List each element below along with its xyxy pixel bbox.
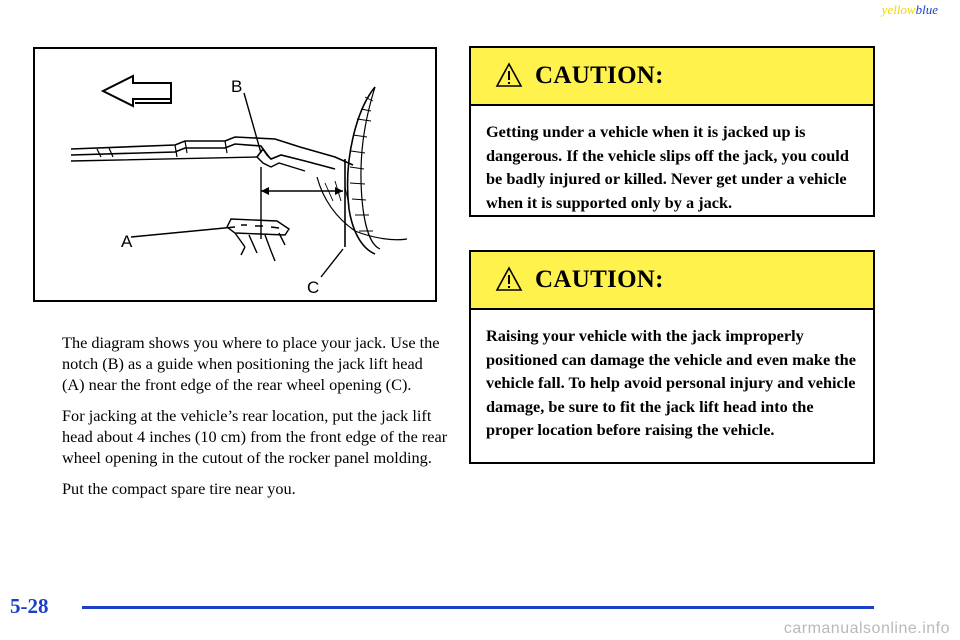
- color-tag: [882, 2, 938, 18]
- leader-c: [321, 249, 343, 277]
- warning-triangle-icon: [495, 62, 523, 88]
- page-footer: [0, 590, 960, 637]
- color-tag-yellow: yellow: [881, 2, 916, 17]
- rocker-panel: [71, 137, 353, 165]
- caution-box-jacked-vehicle: [469, 46, 875, 217]
- callout-c: C: [307, 278, 320, 297]
- watermark: carmanualsonline.info: [783, 620, 950, 637]
- jack-lift-head: [227, 219, 289, 261]
- leader-a: [131, 227, 235, 237]
- callout-b: B: [231, 77, 243, 96]
- caution-message: Raising your vehicle with the jack improperly positioned can damage the vehicle and even make the vehicle fall. To help avoid personal injury and vehicle damage, be sure to fit the jack lift head into the proper location before raising the vehicle.: [486, 326, 856, 439]
- jack-instructions: [62, 332, 448, 509]
- caution-title: CAUTION:: [535, 62, 664, 89]
- footer-divider: [82, 606, 874, 609]
- notch: [257, 149, 269, 157]
- warning-triangle-icon: [495, 266, 523, 292]
- caution-title: CAUTION:: [535, 266, 664, 293]
- color-tag-blue: blue: [915, 2, 938, 17]
- instruction-paragraph: Put the compact spare tire near you.: [62, 479, 296, 498]
- caution-header: [471, 48, 873, 106]
- instruction-paragraph: The diagram shows you where to place your jack. Use the notch (B) as a guide when positioning the jack lift head (A) near the front edge of the rear wheel opening (C).: [62, 333, 440, 394]
- caution-message: Getting under a vehicle when it is jacked up is dangerous. If the vehicle slips off the jack, you could be badly injured or killed. Never get under a vehicle when it is supported only by a jack.: [486, 122, 849, 212]
- jack-diagram: [33, 47, 437, 302]
- front-direction-arrow: [103, 76, 171, 106]
- callout-a: A: [121, 232, 133, 251]
- page-number: 5-28: [10, 594, 49, 618]
- caution-header: [471, 252, 873, 310]
- instruction-paragraph: For jacking at the vehicle’s rear location, put the jack lift head about 4 inches (10 cm) from the front edge of the rear wheel opening in the cutout of the rocker panel molding.: [62, 406, 448, 467]
- caution-box-jack-position: [469, 250, 875, 464]
- leader-b: [244, 93, 261, 153]
